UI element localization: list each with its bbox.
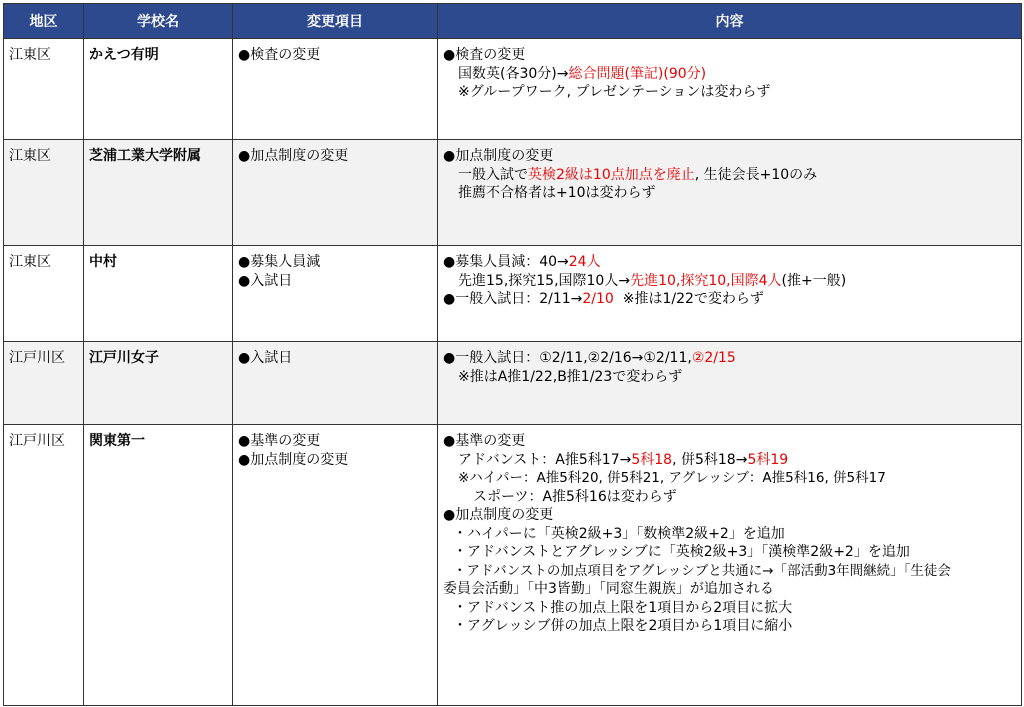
district-cell: 江東区 <box>4 39 84 140</box>
content-line: ・アドバンストの加点項目をアグレッシブと共通に→「部活動3年間継続」「生徒会 <box>453 562 951 579</box>
content-line <box>443 253 1016 272</box>
change-item: ●加点制度の変更 <box>238 148 349 164</box>
highlight-text: ②2/15 <box>691 350 736 366</box>
content-cell <box>438 39 1022 140</box>
content-line: ●基準の変更 <box>443 433 526 449</box>
content-line: ・アドバンストとアグレッシブに「英検2級+3」「漢検準2級+2」を追加 <box>453 544 910 560</box>
header-district: 地区 <box>4 4 84 39</box>
district-cell: 江東区 <box>4 140 84 246</box>
change-items-cell <box>233 140 438 246</box>
header-school: 学校名 <box>84 4 233 39</box>
content-line: ●検査の変更 <box>443 47 526 63</box>
content-line: ※ハイパー：A推5科20, 併5科21, アグレッシブ：A推5科16, 併5科17 <box>458 470 886 486</box>
change-item: ●入試日 <box>238 350 293 366</box>
content-line: ・ハイパーに「英検2級+3」「数検準2級+2」を追加 <box>453 525 785 542</box>
content-text: , 併5科18→ <box>672 451 748 468</box>
content-line: ・アドバンスト推の加点上限を1項目から2項目に拡大 <box>453 599 793 616</box>
content-line: 委員会活動」「中3皆勤」「同窓生親族」が追加される <box>443 581 774 597</box>
content-cell <box>438 246 1022 342</box>
content-cell <box>438 342 1022 425</box>
content-line <box>443 349 1016 368</box>
school-name-cell: 関東第一 <box>84 425 233 706</box>
school-name-cell: 江戸川女子 <box>84 342 233 425</box>
change-items-cell <box>233 425 438 706</box>
content-line: ※グループワーク, プレゼンテーションは変わらず <box>458 84 771 100</box>
highlight-text: 先進10,探究10,国際4人 <box>630 272 782 289</box>
content-line: 推薦不合格者は+10は変わらず <box>458 185 656 201</box>
content-text: , 生徒会長+10のみ <box>694 166 818 183</box>
content-text: ●一般入試日：2/11→ <box>443 291 583 307</box>
highlight-text: 24人 <box>568 254 601 270</box>
table-row <box>4 140 1022 246</box>
content-line: ●加点制度の変更 <box>443 507 554 523</box>
change-item: ●加点制度の変更 <box>238 451 349 468</box>
school-changes-table <box>3 3 1022 706</box>
school-name-cell: 芝浦工業大学附属 <box>84 140 233 246</box>
content-line <box>443 290 1016 309</box>
content-cell <box>438 140 1022 246</box>
content-text: アドバンスト：A推5科17→ <box>458 451 632 468</box>
content-line: ・アグレッシブ併の加点上限を2項目から1項目に縮小 <box>453 618 793 634</box>
content-text: ※推は1/22で変わらず <box>613 291 764 307</box>
content-text: (推+一般) <box>781 272 847 289</box>
change-item: ●基準の変更 <box>238 433 321 449</box>
district-cell: 江東区 <box>4 246 84 342</box>
content-line: ●加点制度の変更 <box>443 148 554 164</box>
district-cell: 江戸川区 <box>4 342 84 425</box>
change-items-cell <box>233 246 438 342</box>
content-text: ●一般入試日：①2/11,②2/16→①2/11, <box>443 350 692 366</box>
content-line: スポーツ：A推5科16は変わらず <box>473 488 677 505</box>
content-line: ※推はA推1/22,B推1/23で変わらず <box>458 368 683 385</box>
district-cell: 江戸川区 <box>4 425 84 706</box>
content-line <box>443 451 1016 470</box>
highlight-text: 英検2級は10点加点を廃止 <box>528 166 695 183</box>
content-line <box>443 65 1016 84</box>
content-line <box>443 166 1016 185</box>
highlight-text: 2/10 <box>582 291 614 307</box>
content-cell <box>438 425 1022 706</box>
table-row <box>4 39 1022 140</box>
content-text: 先進15,探究15,国際10人→ <box>458 272 631 289</box>
change-item: ●検査の変更 <box>238 47 321 63</box>
content-text: 一般入試で <box>458 166 528 183</box>
table-row <box>4 425 1022 706</box>
header-changes: 変更項目 <box>233 4 438 39</box>
change-item: ●募集人員減 <box>238 254 321 270</box>
school-name-cell: かえつ有明 <box>84 39 233 140</box>
highlight-text: 5科18 <box>631 451 673 468</box>
change-items-cell <box>233 342 438 425</box>
content-text: 国数英(各30分)→ <box>458 65 569 82</box>
table-row <box>4 342 1022 425</box>
header-content: 内容 <box>438 4 1022 39</box>
change-item: ●入試日 <box>238 272 293 289</box>
content-text: ●募集人員減：40→ <box>443 254 569 270</box>
highlight-text: 5科19 <box>747 451 789 468</box>
change-items-cell <box>233 39 438 140</box>
table-row <box>4 246 1022 342</box>
content-line <box>443 272 1016 291</box>
table-header-row <box>4 4 1022 39</box>
school-name-cell: 中村 <box>84 246 233 342</box>
highlight-text: 総合問題(筆記)(90分) <box>568 65 707 82</box>
